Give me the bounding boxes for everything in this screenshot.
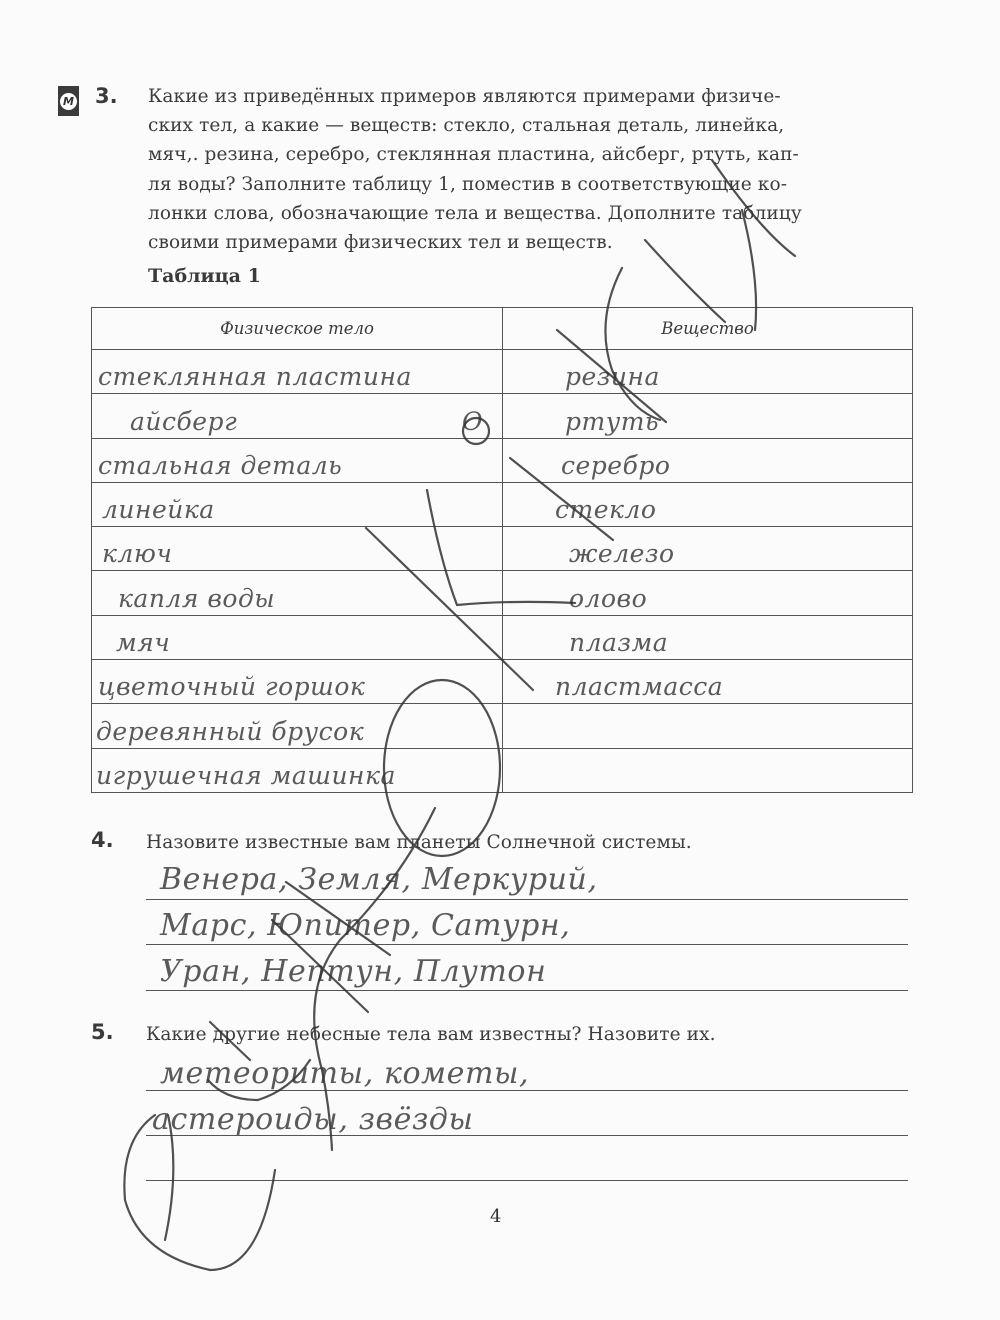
body-cell[interactable] bbox=[92, 615, 503, 659]
m-badge-icon: М bbox=[60, 93, 77, 110]
handwritten-entry: стекло bbox=[555, 495, 657, 525]
header-substance: Вещество bbox=[503, 308, 913, 350]
handwritten-entry: олово bbox=[569, 583, 648, 613]
substance-cell[interactable] bbox=[503, 748, 913, 792]
body-cell[interactable] bbox=[92, 748, 503, 792]
substance-cell[interactable] bbox=[503, 527, 913, 571]
body-cell[interactable] bbox=[92, 571, 503, 615]
table-row bbox=[92, 704, 913, 748]
table-row bbox=[92, 394, 913, 438]
handwritten-entry: пластмасса bbox=[555, 672, 724, 702]
substance-cell[interactable] bbox=[503, 350, 913, 394]
answer-rule bbox=[146, 944, 908, 945]
task-3-line: своими примерами физических тел и веществ. bbox=[148, 232, 613, 254]
task-3-line: ских тел, а какие — веществ: стекло, стальная деталь, линейка, bbox=[148, 115, 785, 137]
task-3-number: 3. bbox=[95, 84, 118, 108]
table-row bbox=[92, 660, 913, 704]
task-3-line: лонки слова, обозначающие тела и вещества. Дополните таблицу bbox=[148, 202, 802, 224]
task-4-answer-line[interactable]: Уран, Нептун, Плутон bbox=[160, 954, 547, 989]
handwritten-entry: линейка bbox=[102, 495, 215, 525]
task-3-question bbox=[148, 82, 802, 257]
header-physical-body: Физическое тело bbox=[92, 308, 503, 350]
substance-cell[interactable] bbox=[503, 704, 913, 748]
task-4-answer-line[interactable]: Марс, Юпитер, Сатурн, bbox=[160, 908, 571, 943]
substance-cell[interactable] bbox=[503, 571, 913, 615]
handwritten-entry: деревянный брусок bbox=[96, 716, 365, 746]
handwritten-entry: ртуть bbox=[565, 406, 660, 436]
teacher-badge bbox=[58, 86, 79, 116]
handwritten-entry: стальная деталь bbox=[98, 450, 343, 480]
task-5-question: Какие другие небесные тела вам известны? Назовите их. bbox=[146, 1024, 716, 1045]
answer-rule bbox=[146, 1180, 908, 1181]
substance-cell[interactable] bbox=[503, 394, 913, 438]
handwritten-entry: серебро bbox=[561, 450, 671, 480]
body-cell[interactable] bbox=[92, 438, 503, 482]
handwritten-entry: плазма bbox=[569, 628, 669, 658]
table-row bbox=[92, 571, 913, 615]
handwritten-entry: айсберг bbox=[130, 406, 238, 436]
handwritten-entry: мяч bbox=[116, 628, 171, 658]
answer-rule bbox=[146, 899, 908, 900]
table-row bbox=[92, 615, 913, 659]
handwritten-entry: игрушечная машинка bbox=[96, 760, 396, 790]
handwritten-entry: железо bbox=[569, 539, 675, 569]
body-cell[interactable] bbox=[92, 660, 503, 704]
task-4-question: Назовите известные вам планеты Солнечной системы. bbox=[146, 832, 692, 853]
table-1 bbox=[91, 307, 913, 793]
table-caption: Таблица 1 bbox=[148, 265, 261, 287]
task-5-answer-line[interactable]: метеориты, кометы, bbox=[160, 1056, 530, 1091]
task-3-line: мяч,. резина, серебро, стеклянная пластина, айсберг, ртуть, кап- bbox=[148, 144, 799, 166]
handwritten-entry bbox=[503, 790, 912, 792]
task-3-line: Какие из приведённых примеров являются примерами физиче- bbox=[148, 86, 781, 107]
margin-mark: O bbox=[462, 406, 483, 436]
task-4-answer-line[interactable]: Венера, Земля, Меркурий, bbox=[160, 862, 598, 897]
body-cell[interactable] bbox=[92, 350, 503, 394]
task-5-answer-line[interactable]: астероиды, звёзды bbox=[152, 1102, 474, 1137]
substance-cell[interactable] bbox=[503, 438, 913, 482]
substance-cell[interactable] bbox=[503, 615, 913, 659]
table-row bbox=[92, 350, 913, 394]
page-number: 4 bbox=[490, 1206, 502, 1227]
substance-cell[interactable] bbox=[503, 482, 913, 526]
body-cell[interactable] bbox=[92, 394, 503, 438]
substance-cell[interactable] bbox=[503, 660, 913, 704]
handwritten-entry: стеклянная пластина bbox=[98, 362, 412, 392]
handwritten-entry: цветочный горшок bbox=[98, 672, 366, 702]
task-4-number: 4. bbox=[91, 828, 114, 852]
answer-rule bbox=[146, 990, 908, 991]
table-row bbox=[92, 438, 913, 482]
handwritten-entry: ключ bbox=[102, 539, 173, 569]
task-5-number: 5. bbox=[91, 1020, 114, 1044]
table-row bbox=[92, 527, 913, 571]
table-row bbox=[92, 748, 913, 792]
table-header-row bbox=[92, 308, 913, 350]
handwritten-entry: резина bbox=[565, 362, 660, 392]
body-cell[interactable] bbox=[92, 704, 503, 748]
body-cell[interactable] bbox=[92, 482, 503, 526]
body-cell[interactable] bbox=[92, 527, 503, 571]
handwritten-entry: капля воды bbox=[118, 583, 276, 613]
table-row bbox=[92, 482, 913, 526]
task-3-line: ля воды? Заполните таблицу 1, поместив в соответствующие ко- bbox=[148, 173, 788, 195]
